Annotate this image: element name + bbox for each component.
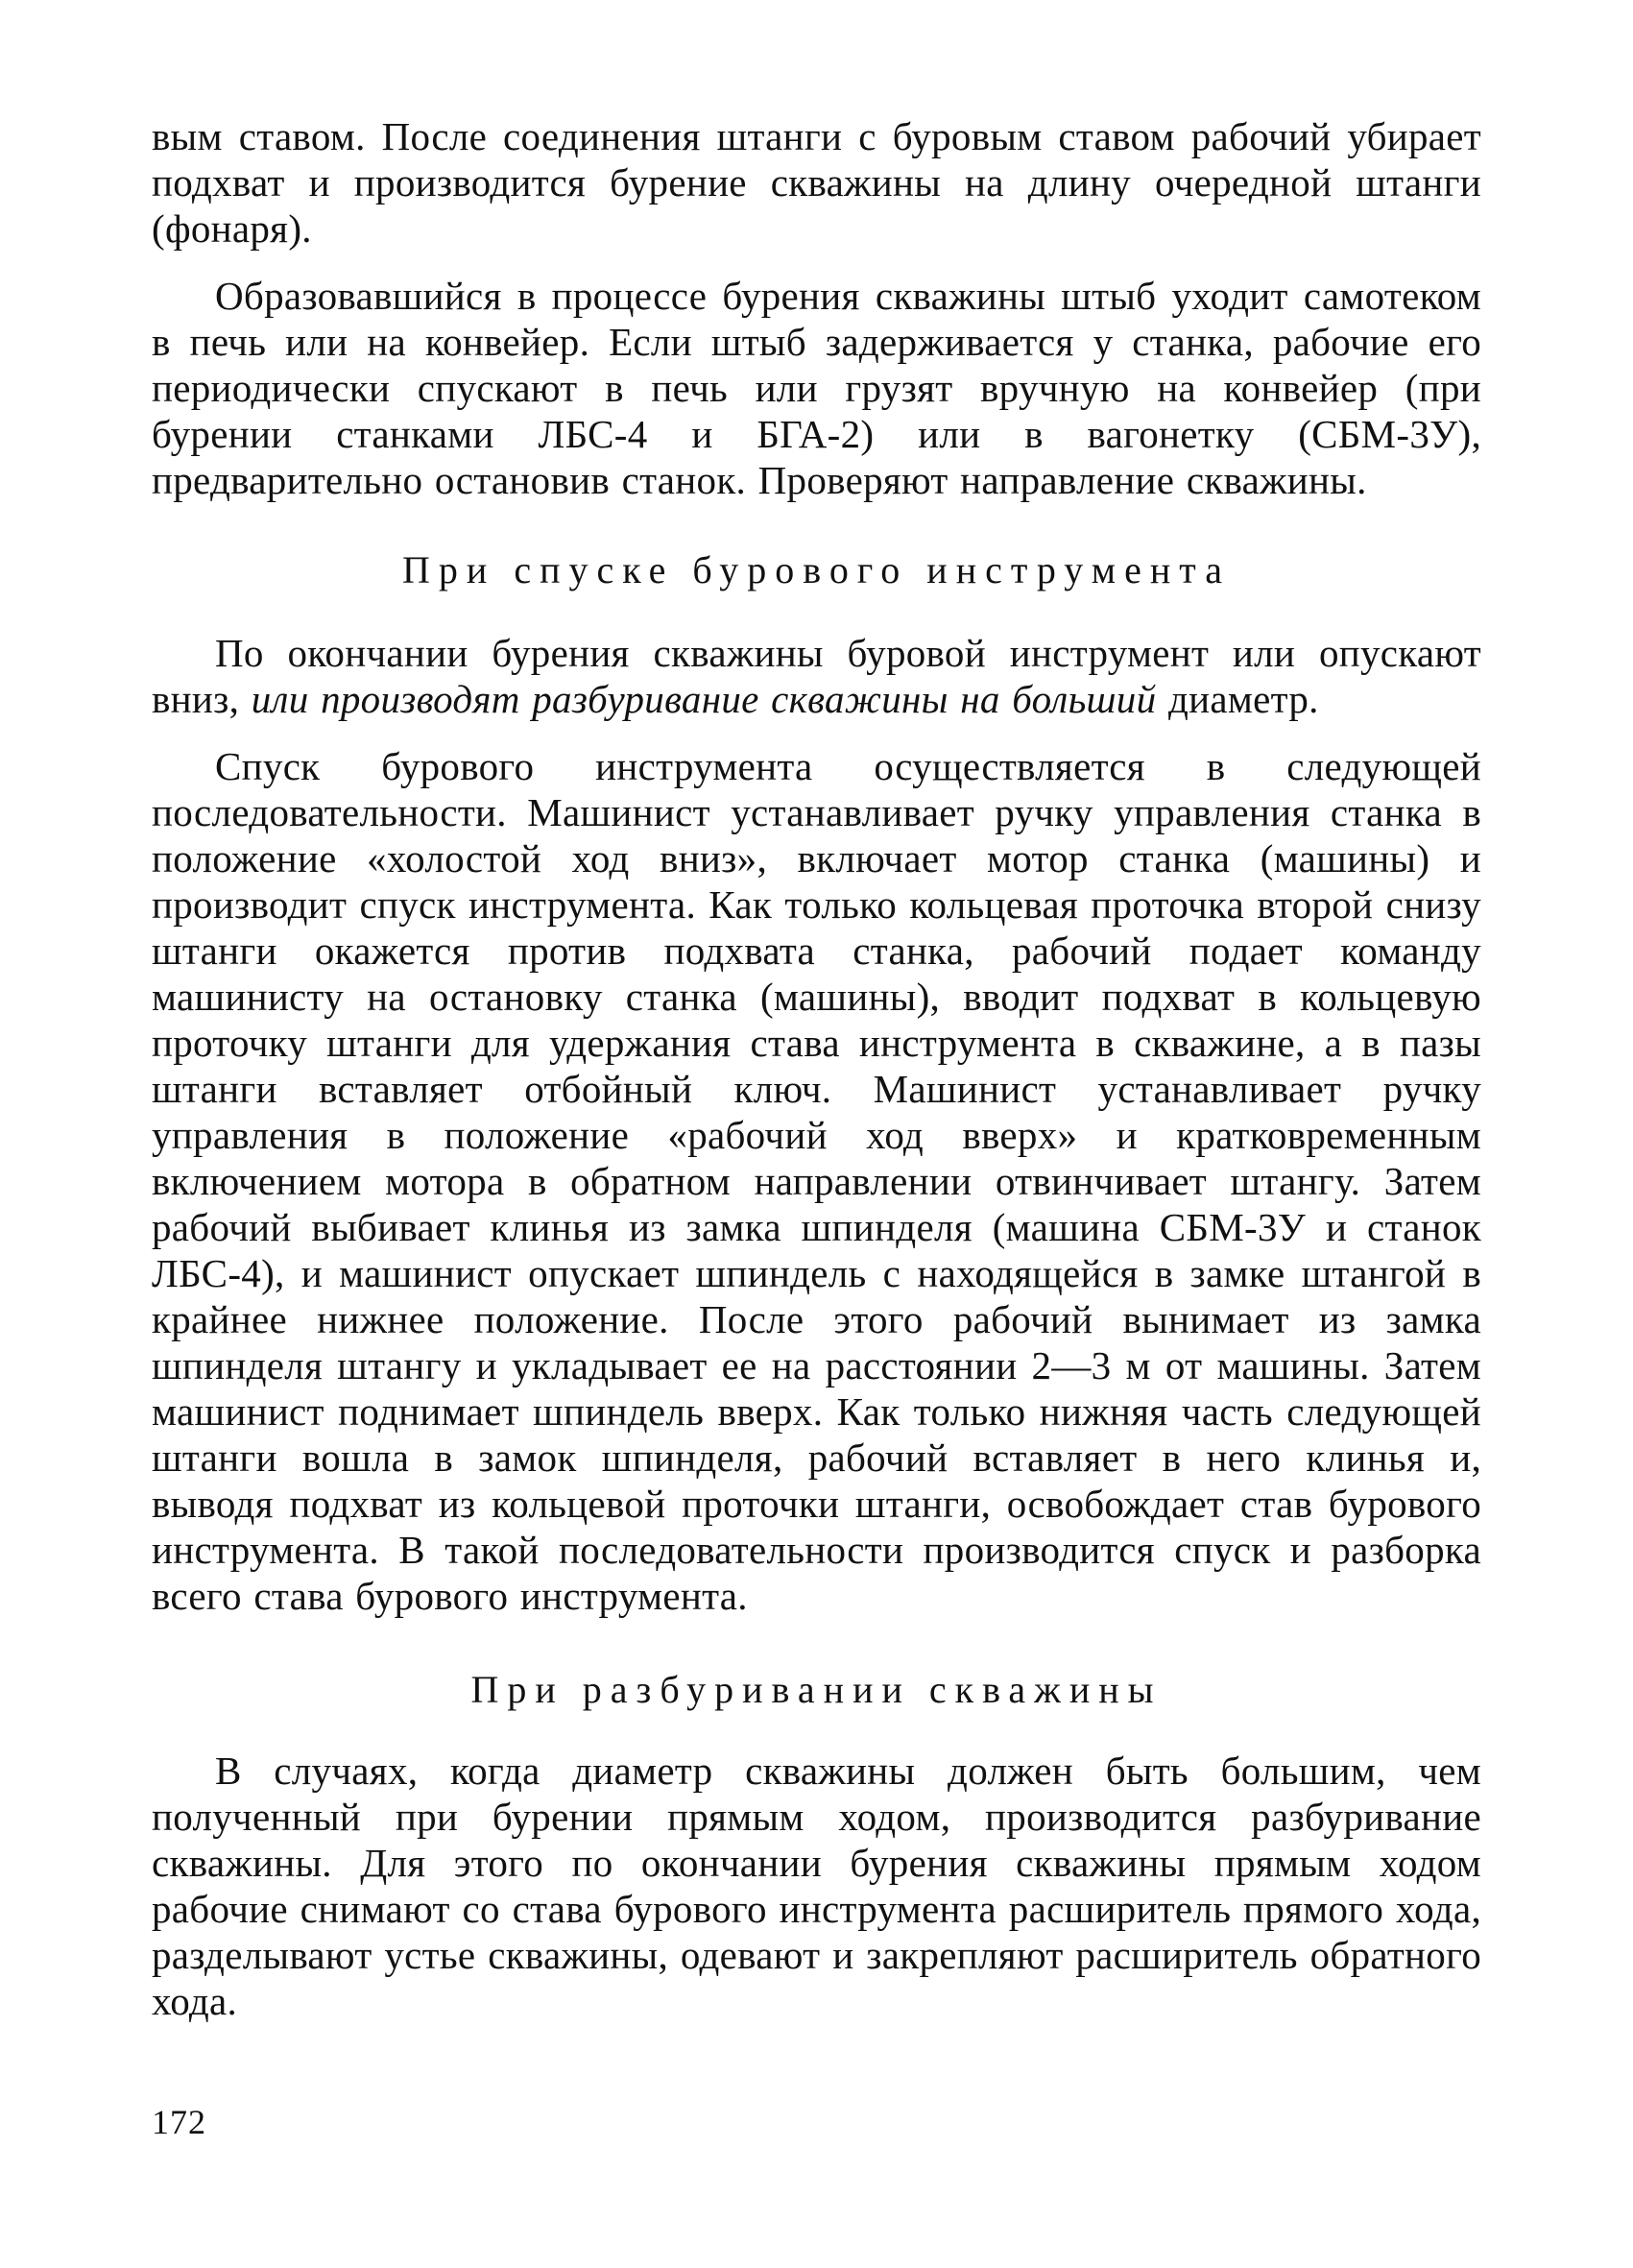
paragraph-end-of-drilling: [152, 630, 1481, 722]
paragraph-descent-procedure: Спуск бурового инструмента осуществляется в следующей последовательности. Машинист устанавливает ручку управления станка в положение «холостой ход вниз», включает мотор станка (машины) и производит спуск инструмента. Как только кольцевая проточка второй снизу штанги окажется против подхвата станка, рабочий подает команду машинисту на остановку станка (машины), вводит подхват в кольцевую проточку штанги для удержания става инструмента в скважине, а в пазы штанги вставляет отбойный ключ. Машинист устанавливает ручку управления в положение «рабочий ход вверх» и кратковременным включением мотора в обратном направлении отвинчивает штангу. Затем рабочий выбивает клинья из замка шпинделя (машина СБМ-3У и станок ЛБС-4), и машинист опускает шпиндель с находящейся в замке штангой в крайнее нижнее положение. После этого рабочий вынимает из замка шпинделя штангу и укладывает ее на расстоянии 2—3 м от машины. Затем машинист поднимает шпиндель вверх. Как только нижняя часть следующей штанги вошла в замок шпинделя, рабочий вставляет в него клинья и, выводя подхват из кольцевой проточки штанги, освобождает став бурового инструмента. В такой последовательности производится спуск и разборка всего става бурового инструмента.: [152, 744, 1481, 1618]
paragraph-end-of-drilling-start: По окончании бурения скважины буровой инструмент или опускают вниз,: [152, 631, 1481, 721]
paragraph-end-of-drilling-italic: или производят разбуривание скважины на больший: [251, 677, 1157, 721]
paragraph-shtyb: Образовавшийся в процессе бурения скважины штыб уходит самотеком в печь или на конвейер. Если штыб задерживается у станка, рабочие его периодически спускают в печь или грузят вручную на конвейер (при бурении станками ЛБС-4 и БГА-2) или в вагонетку (СБМ-3У), предварительно остановив станок. Проверяют направление скважины.: [152, 274, 1481, 502]
paragraph-reaming: В случаях, когда диаметр скважины должен быть большим, чем полученный при бурении прямым ходом, производится разбуривание скважины. Для этого по окончании бурения скважины прямым ходом рабочие снимают со става бурового инструмента расширитель прямого хода, разделывают устье скважины, одевают и закрепляют расширитель обратного хода.: [152, 1749, 1481, 2023]
page-number: 172: [152, 2103, 206, 2141]
paragraph-continuation: вым ставом. После соединения штанги с буровым ставом рабочий убирает подхват и производится бурение скважины на длину очередной штанги (фонаря).: [152, 114, 1481, 251]
paragraph-end-of-drilling-end: диаметр.: [1156, 677, 1319, 721]
section-heading-descent: При спуске бурового инструмента: [402, 548, 1231, 591]
section-heading-reaming: При разбуривании скважины: [470, 1668, 1163, 1711]
page-body: [152, 113, 1481, 2024]
